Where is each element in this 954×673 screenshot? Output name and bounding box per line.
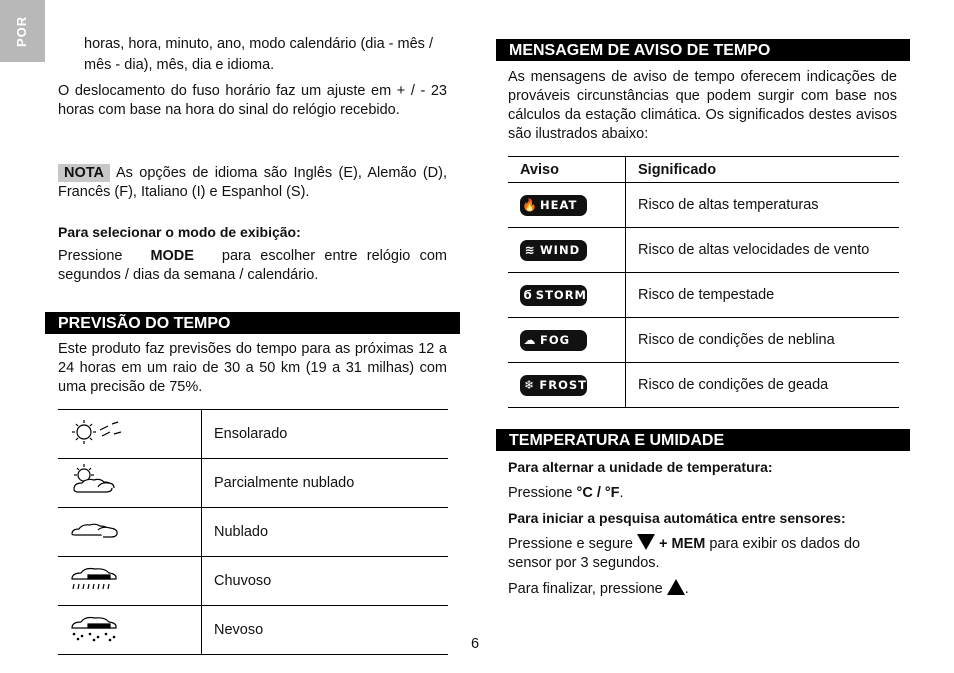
mode-key: MODE [150, 248, 194, 264]
list-item: Risco de altas velocidades de vento [626, 228, 900, 273]
sunny-icon [58, 410, 202, 459]
partly-cloudy-icon [58, 459, 202, 508]
cloudy-icon [58, 508, 202, 557]
fog-warning-icon: ☁ FOG [520, 330, 587, 351]
wind-warning-icon: ≋ WIND [520, 240, 587, 261]
list-item: Chuvoso [202, 557, 449, 606]
warning-table [508, 156, 899, 408]
table-row [58, 557, 448, 606]
finish-paragraph: Para finalizar, pressione . [508, 581, 689, 597]
display-heading: Para selecionar o modo de exibição: [58, 224, 301, 240]
warning-section-title: MENSAGEM DE AVISO DE TEMPO [496, 39, 910, 61]
table-row [508, 228, 899, 273]
list-item: Risco de altas temperaturas [626, 183, 900, 228]
down-arrow-icon [637, 534, 655, 550]
search-paragraph: Pressione e segure + MEM para exibir os dados do sensor por 3 segundos. [508, 536, 861, 571]
intro-line-2: mês - dia), mês, dia e idioma. [84, 57, 275, 73]
rainy-icon [58, 557, 202, 606]
up-arrow-icon [667, 579, 685, 595]
table-row [58, 606, 448, 655]
nota-text: As opções de idioma são Inglês (E), Alemão (D), Francês (F), Italiano (I) e Espanhol (S). [58, 165, 447, 200]
forecast-section-title: PREVISÃO DO TEMPO [45, 312, 460, 334]
list-item: Nevoso [202, 606, 449, 655]
offset-paragraph: O deslocamento do fuso horário faz um ajuste em + / - 23 horas com base na hora do sinal do relógio recebido. [58, 83, 447, 118]
heat-warning-icon: 🔥 HEAT [520, 195, 587, 216]
display-paragraph: Pressione MODE para escolher entre relógio com segundos / dias da semana / calendário. [58, 248, 447, 283]
list-item: Risco de tempestade [626, 273, 900, 318]
table-row [508, 183, 899, 228]
table-row [58, 410, 448, 459]
storm-warning-icon: ϭ STORM [520, 285, 587, 306]
table-row [508, 363, 899, 408]
list-item: Ensolarado [202, 410, 449, 459]
table-row [508, 318, 899, 363]
column-header-significado: Significado [626, 157, 900, 183]
unit-paragraph: Pressione °C / °F. [508, 485, 624, 501]
list-item: Parcialmente nublado [202, 459, 449, 508]
search-heading: Para iniciar a pesquisa automática entre sensores: [508, 510, 846, 526]
unit-heading: Para alternar a unidade de temperatura: [508, 459, 773, 475]
list-item: Risco de condições de neblina [626, 318, 900, 363]
list-item: Nublado [202, 508, 449, 557]
page-number: 6 [471, 636, 480, 652]
temperature-section-title: TEMPERATURA E UMIDADE [496, 429, 910, 451]
table-row [508, 273, 899, 318]
intro-line-1: horas, hora, minuto, ano, modo calendário (dia - mês / [84, 36, 433, 52]
warning-paragraph: As mensagens de aviso de tempo oferecem indicações de prováveis circunstâncias que podem surgir com base nos cálculos da estação climática. Os significados destes avisos são ilustrados abaixo: [508, 69, 897, 142]
nota-label: NOTA [58, 164, 110, 182]
unit-key: °C / °F [576, 485, 620, 501]
forecast-table [58, 409, 448, 655]
language-tab-label: POR [14, 15, 29, 47]
frost-warning-icon: ❄ FROST [520, 375, 587, 396]
table-row [58, 508, 448, 557]
mem-key: + MEM [659, 536, 706, 552]
table-header-row [508, 157, 899, 183]
column-header-aviso: Aviso [508, 157, 626, 183]
list-item: Risco de condições de geada [626, 363, 900, 408]
snowy-icon [58, 606, 202, 655]
language-tab [0, 0, 45, 62]
table-row [58, 459, 448, 508]
forecast-paragraph: Este produto faz previsões do tempo para as próximas 12 a 24 horas em um raio de 30 a 50 km (19 a 31 milhas) com uma precisão de 75%. [58, 341, 447, 395]
nota-paragraph [58, 164, 447, 202]
